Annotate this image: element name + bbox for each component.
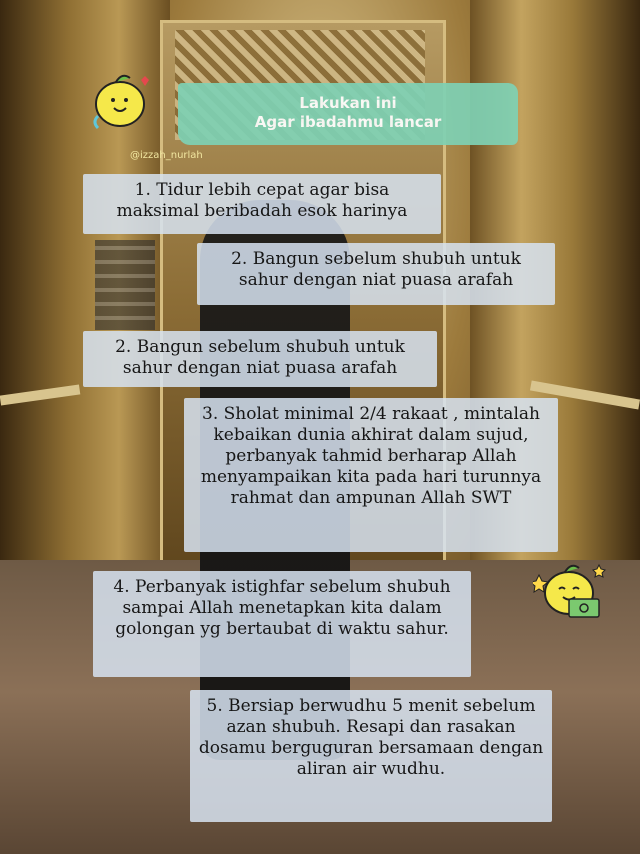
tip-note-2-repeat: 2. Bangun sebelum shubuh untuk sahur dengan niat puasa arafah [83,331,437,387]
tip-note-5: 5. Bersiap berwudhu 5 menit sebelum azan shubuh. Resapi dan rasakan dosamu berguguran bersamaan dengan aliran air wudhu. [190,690,552,822]
tip-note-4: 4. Perbanyak istighfar sebelum shubuh sampai Allah menetapkan kita dalam golongan yg bertaubat di waktu sahur. [93,571,471,677]
title-banner [178,83,518,145]
title-line-2: Agar ibadahmu lancar [254,113,442,131]
elevator-button-panel [95,240,155,330]
author-handle: @izzah_nurlah [130,150,203,161]
lemon-money-mascot-icon [533,555,609,629]
tip-note-1: 1. Tidur lebih cepat agar bisa maksimal beribadah esok harinya [83,174,441,234]
tip-note-3: 3. Sholat minimal 2/4 rakaat , mintalah kebaikan dunia akhirat dalam sujud, perbanyak tahmid berharap Allah menyampaikan kita pada hari turunnya rahmat dan ampunan Allah SWT [184,398,558,552]
tip-note-2: 2. Bangun sebelum shubuh untuk sahur dengan niat puasa arafah [197,243,555,305]
lemon-mascot-icon [86,66,156,136]
title-line-1: Lakukan ini [299,94,397,112]
